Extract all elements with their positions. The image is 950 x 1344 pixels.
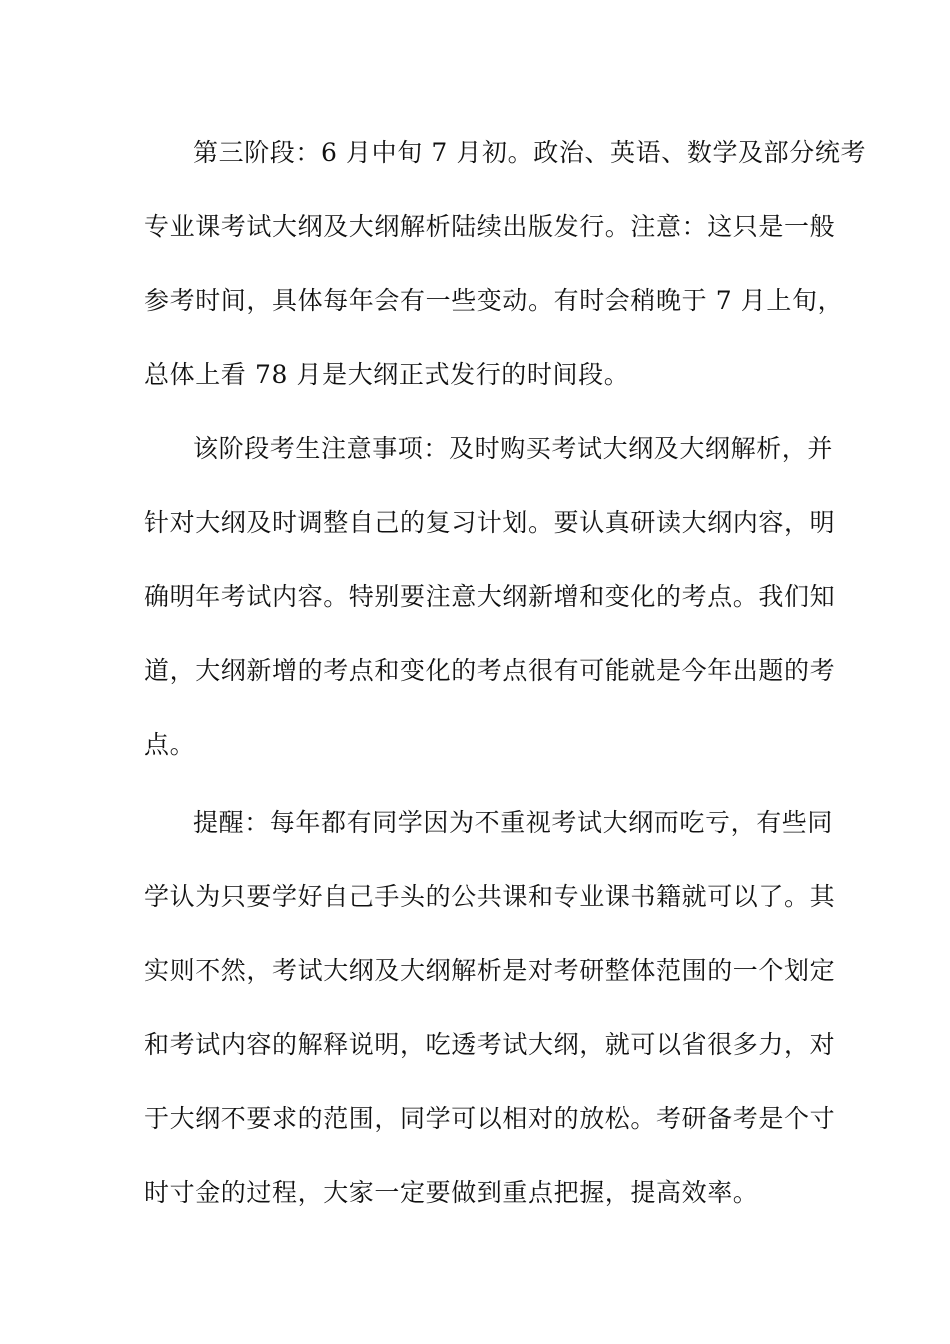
text-line: 总体上看 78 月是大纲正式发行的时间段。 <box>144 360 630 389</box>
text-line: 第三阶段：6 月中旬 7 月初。政治、英语、数学及部分统考 <box>193 138 867 167</box>
text-line: 时寸金的过程，大家一定要做到重点把握，提高效率。 <box>144 1178 759 1207</box>
text-line: 该阶段考生注意事项：及时购买考试大纲及大纲解析，并 <box>193 434 834 463</box>
text-line: 点。 <box>144 730 196 759</box>
text-line: 针对大纲及时调整自己的复习计划。要认真研读大纲内容，明 <box>144 508 836 537</box>
text-line: 道，大纲新增的考点和变化的考点很有可能就是今年出题的考 <box>144 656 836 685</box>
text-line: 提醒：每年都有同学因为不重视考试大纲而吃亏，有些同 <box>193 808 834 837</box>
text-line: 和考试内容的解释说明，吃透考试大纲，就可以省很多力，对 <box>144 1030 836 1059</box>
text-line: 实则不然，考试大纲及大纲解析是对考研整体范围的一个划定 <box>144 956 836 985</box>
text-line: 专业课考试大纲及大纲解析陆续出版发行。注意：这只是一般 <box>144 212 836 241</box>
text-line: 学认为只要学好自己手头的公共课和专业课书籍就可以了。其 <box>144 882 836 911</box>
text-line: 于大纲不要求的范围，同学可以相对的放松。考研备考是个寸 <box>144 1104 836 1133</box>
text-line: 参考时间，具体每年会有一些变动。有时会稍晚于 7 月上旬， <box>144 286 844 315</box>
text-line: 确明年考试内容。特别要注意大纲新增和变化的考点。我们知 <box>144 582 836 611</box>
